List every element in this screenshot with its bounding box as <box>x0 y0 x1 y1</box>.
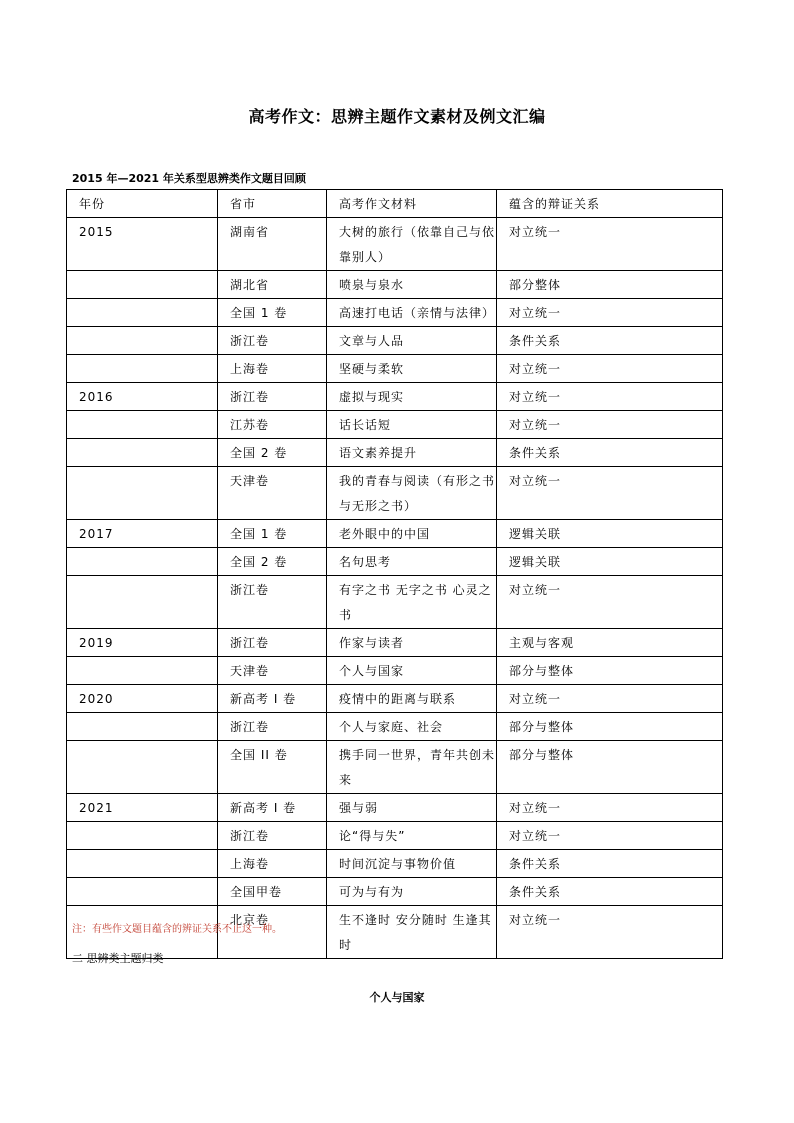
table-header-row <box>67 190 723 218</box>
cell-year <box>67 741 218 794</box>
cell-relation: 逻辑关联 <box>497 520 723 548</box>
cell-province: 全国 1 卷 <box>218 520 327 548</box>
cell-relation: 对立统一 <box>497 467 723 520</box>
table-row <box>67 576 723 629</box>
essay-topics-table <box>66 189 723 959</box>
table-row <box>67 850 723 878</box>
cell-material: 个人与家庭、社会 <box>327 713 497 741</box>
cell-year: 2021 <box>67 794 218 822</box>
table-row <box>67 548 723 576</box>
cell-year <box>67 548 218 576</box>
cell-year <box>67 411 218 439</box>
cell-year <box>67 878 218 906</box>
table-row <box>67 218 723 271</box>
cell-year <box>67 576 218 629</box>
table-row <box>67 741 723 794</box>
cell-relation: 对立统一 <box>497 794 723 822</box>
table-row <box>67 355 723 383</box>
table-row <box>67 467 723 520</box>
subsection-heading: 个人与国家 <box>369 991 425 1004</box>
cell-province: 湖北省 <box>218 271 327 299</box>
cell-province: 上海卷 <box>218 850 327 878</box>
cell-province: 全国甲卷 <box>218 878 327 906</box>
cell-material: 话长话短 <box>327 411 497 439</box>
cell-province: 浙江卷 <box>218 629 327 657</box>
cell-province: 新高考 I 卷 <box>218 685 327 713</box>
table-row <box>67 383 723 411</box>
header-relation: 蕴含的辩证关系 <box>497 190 723 218</box>
cell-relation: 部分与整体 <box>497 741 723 794</box>
table-row <box>67 271 723 299</box>
cell-relation: 主观与客观 <box>497 629 723 657</box>
cell-material: 坚硬与柔软 <box>327 355 497 383</box>
cell-year <box>67 657 218 685</box>
table-row <box>67 299 723 327</box>
table-row <box>67 629 723 657</box>
cell-material: 论“得与失” <box>327 822 497 850</box>
cell-province: 浙江卷 <box>218 327 327 355</box>
cell-province: 新高考 I 卷 <box>218 794 327 822</box>
cell-year <box>67 439 218 467</box>
cell-year: 2017 <box>67 520 218 548</box>
table-row <box>67 657 723 685</box>
header-material: 高考作文材料 <box>327 190 497 218</box>
cell-province: 天津卷 <box>218 657 327 685</box>
cell-year: 2019 <box>67 629 218 657</box>
cell-relation: 对立统一 <box>497 218 723 271</box>
cell-province: 全国 2 卷 <box>218 439 327 467</box>
cell-year: 2016 <box>67 383 218 411</box>
cell-relation: 条件关系 <box>497 850 723 878</box>
cell-relation: 对立统一 <box>497 411 723 439</box>
cell-relation: 逻辑关联 <box>497 548 723 576</box>
cell-province: 浙江卷 <box>218 383 327 411</box>
cell-year <box>67 467 218 520</box>
cell-material: 虚拟与现实 <box>327 383 497 411</box>
table-row <box>67 439 723 467</box>
table-row <box>67 822 723 850</box>
cell-material: 喷泉与泉水 <box>327 271 497 299</box>
cell-material: 携手同一世界，青年共创未来 <box>327 741 497 794</box>
cell-year <box>67 355 218 383</box>
table-row <box>67 327 723 355</box>
header-year: 年份 <box>67 190 218 218</box>
cell-year <box>67 299 218 327</box>
cell-relation: 对立统一 <box>497 906 723 959</box>
cell-relation: 条件关系 <box>497 439 723 467</box>
cell-province: 全国 2 卷 <box>218 548 327 576</box>
header-province: 省市 <box>218 190 327 218</box>
cell-material: 可为与有为 <box>327 878 497 906</box>
cell-material: 大树的旅行（依靠自己与依靠别人） <box>327 218 497 271</box>
cell-province: 全国 1 卷 <box>218 299 327 327</box>
cell-province: 浙江卷 <box>218 822 327 850</box>
cell-province: 北京卷 <box>218 906 327 959</box>
cell-relation: 对立统一 <box>497 822 723 850</box>
cell-material: 生不逢时 安分随时 生逢其时 <box>327 906 497 959</box>
cell-year <box>67 850 218 878</box>
cell-material: 疫情中的距离与联系 <box>327 685 497 713</box>
cell-year <box>67 271 218 299</box>
cell-relation: 条件关系 <box>497 878 723 906</box>
footnote: 注：有些作文题目蕴含的辨证关系不止这一种。 <box>72 924 282 935</box>
cell-relation: 对立统一 <box>497 299 723 327</box>
cell-relation: 部分与整体 <box>497 713 723 741</box>
cell-relation: 对立统一 <box>497 383 723 411</box>
table-row <box>67 685 723 713</box>
cell-year <box>67 713 218 741</box>
cell-province: 浙江卷 <box>218 713 327 741</box>
cell-year <box>67 327 218 355</box>
cell-material: 作家与读者 <box>327 629 497 657</box>
cell-relation: 对立统一 <box>497 685 723 713</box>
cell-relation: 对立统一 <box>497 576 723 629</box>
cell-year: 2015 <box>67 218 218 271</box>
document-title: 高考作文：思辨主题作文素材及例文汇编 <box>248 107 546 126</box>
cell-material: 老外眼中的中国 <box>327 520 497 548</box>
cell-relation: 部分整体 <box>497 271 723 299</box>
cell-relation: 对立统一 <box>497 355 723 383</box>
cell-material: 强与弱 <box>327 794 497 822</box>
table-row <box>67 713 723 741</box>
cell-relation: 部分与整体 <box>497 657 723 685</box>
table-row <box>67 520 723 548</box>
cell-province: 湖南省 <box>218 218 327 271</box>
cell-province: 浙江卷 <box>218 576 327 629</box>
table-row <box>67 878 723 906</box>
cell-province: 全国 II 卷 <box>218 741 327 794</box>
table-heading: 2015 年—2021 年关系型思辨类作文题目回顾 <box>72 172 306 185</box>
cell-material: 我的青春与阅读（有形之书与无形之书） <box>327 467 497 520</box>
section-title: 二 思辨类主题归类 <box>72 952 164 965</box>
table-row <box>67 794 723 822</box>
cell-relation: 条件关系 <box>497 327 723 355</box>
cell-province: 上海卷 <box>218 355 327 383</box>
table-row <box>67 411 723 439</box>
cell-material: 个人与国家 <box>327 657 497 685</box>
cell-province: 江苏卷 <box>218 411 327 439</box>
cell-year: 2020 <box>67 685 218 713</box>
cell-material: 名句思考 <box>327 548 497 576</box>
cell-material: 文章与人品 <box>327 327 497 355</box>
cell-material: 语文素养提升 <box>327 439 497 467</box>
cell-material: 时间沉淀与事物价值 <box>327 850 497 878</box>
cell-material: 有字之书 无字之书 心灵之书 <box>327 576 497 629</box>
cell-year <box>67 822 218 850</box>
cell-material: 高速打电话（亲情与法律） <box>327 299 497 327</box>
cell-province: 天津卷 <box>218 467 327 520</box>
